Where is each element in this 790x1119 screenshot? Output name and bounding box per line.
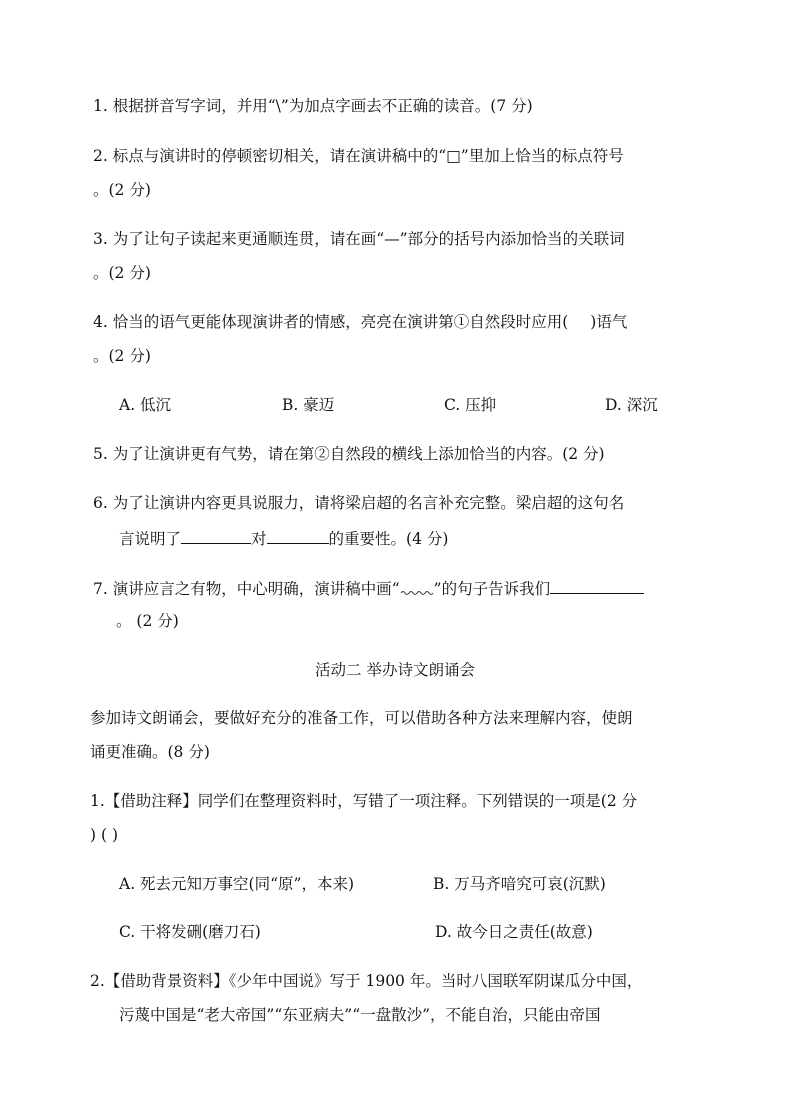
activity-2-option-b: B. 万马齐喑究可哀(沉默) <box>433 875 606 893</box>
activity-2-question-1-line-2: ) ( ) <box>90 826 118 844</box>
question-3-line-2: 。(2 分) <box>93 264 151 282</box>
activity-2-option-d: D. 故今日之责任(故意) <box>435 923 593 941</box>
question-4-text-end: )语气 <box>590 313 628 331</box>
activity-2-question-2-line-1: 2.【借助背景资料】《少年中国说》写于 1900 年。当时八国联军阴谋瓜分中国， <box>90 972 643 990</box>
option-c: C. 压抑 <box>444 396 497 414</box>
question-6-line-2 <box>119 527 448 549</box>
question-7-line-2: 。 (2 分) <box>116 612 179 630</box>
activity-2-question-1-line-1: 1.【借助注释】同学们在整理资料时，写错了一项注释。下列错误的一项是(2 分 <box>90 792 638 810</box>
answer-blank-2 <box>267 527 329 544</box>
question-5: 5. 为了让演讲更有气势，请在第②自然段的横线上添加恰当的内容。(2 分) <box>93 445 605 463</box>
question-2-line-1: 2. 标点与演讲时的停顿密切相关，请在演讲稿中的“□”里加上恰当的标点符号 <box>93 147 624 165</box>
activity-2-question-2-line-2: 污蔑中国是“老大帝国”“东亚病夫”“一盘散沙”，不能自治，只能由帝国 <box>119 1006 601 1024</box>
question-3-line-1: 3. 为了让句子读起来更通顺连贯，请在画“—”部分的括号内添加恰当的关联词 <box>93 230 625 248</box>
question-4-line-1 <box>93 312 627 332</box>
question-6-text-c: 的重要性。(4 分) <box>328 530 449 548</box>
activity-2-intro-line-2: 诵更准确。(8 分) <box>90 743 210 761</box>
option-b: B. 豪迈 <box>282 396 335 414</box>
wavy-underline-mark <box>400 578 434 594</box>
question-6-text-b: 对 <box>251 530 267 548</box>
activity-2-intro-line-1: 参加诗文朗诵会，要做好充分的准备工作，可以借助各种方法来理解内容，使朗 <box>90 709 633 727</box>
activity-2-title: 活动二 举办诗文朗诵会 <box>315 661 475 679</box>
question-4-text: 4. 恰当的语气更能体现演讲者的情感，亮亮在演讲第①自然段时应用( <box>93 313 569 331</box>
option-a: A. 低沉 <box>119 396 172 414</box>
question-6-text-a: 言说明了 <box>119 530 182 548</box>
answer-blank-1 <box>181 527 251 544</box>
option-d: D. 深沉 <box>605 396 658 414</box>
question-1: 1. 根据拼音写字词，并用“\”为加点字画去不正确的读音。(7 分) <box>93 97 533 115</box>
activity-2-option-a: A. 死去元知万事空(同“原”，本来) <box>119 875 354 893</box>
question-4-line-2: 。(2 分) <box>93 347 151 365</box>
question-6-line-1: 6. 为了让演讲内容更具说服力，请将梁启超的名言补充完整。梁启超的这句名 <box>93 494 625 512</box>
question-2-line-2: 。(2 分) <box>93 181 151 199</box>
activity-2-option-c: C. 干将发硎(磨刀石) <box>119 923 261 941</box>
question-7-line-1 <box>93 577 644 599</box>
question-7-text-a: 7. 演讲应言之有物，中心明确，演讲稿中画“ <box>93 580 400 598</box>
question-7-text-b: ”的句子告诉我们 <box>433 580 551 598</box>
answer-blank-3 <box>550 577 644 594</box>
